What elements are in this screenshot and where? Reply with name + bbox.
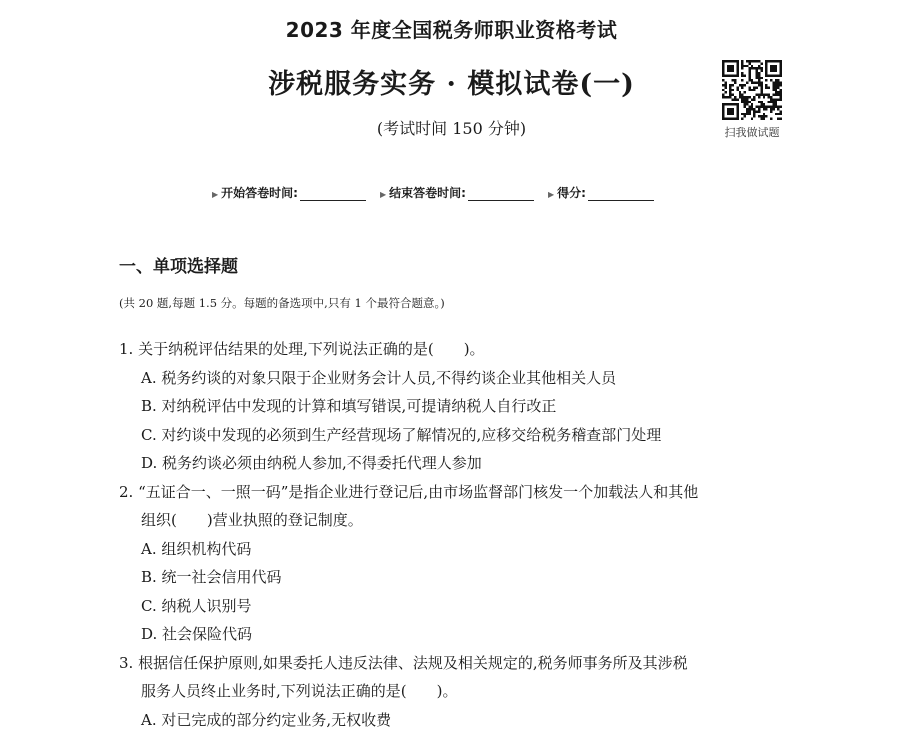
question-1	[119, 335, 799, 478]
qr-code-block[interactable]	[719, 60, 785, 140]
triangle-marker-icon: ▶	[379, 190, 387, 199]
triangle-marker-icon: ▶	[212, 190, 219, 199]
answer-option-b[interactable]: B. 对纳税评估中发现的计算和填写错误,可提请纳税人自行改正	[141, 397, 557, 415]
answer-option-a[interactable]: A. 税务约谈的对象只限于企业财务会计人员,不得约谈企业其他相关人员	[141, 368, 617, 387]
score-field[interactable]	[548, 184, 654, 201]
question-stem: 1. 关于纳税评估结果的处理,下列说法正确的是( )。	[119, 340, 485, 358]
exam-name-heading: 2023 年度全国税务师职业资格考试	[285, 18, 618, 42]
score-label: 得分:	[557, 186, 586, 200]
question-2	[119, 478, 799, 649]
question-stem-continued: 组织( )营业执照的登记制度。	[141, 511, 363, 529]
start-time-blank[interactable]	[300, 188, 366, 201]
answer-option-d[interactable]: D. 社会保险代码	[141, 625, 253, 643]
question-stem-continued: 服务人员终止业务时,下列说法正确的是( )。	[141, 682, 458, 700]
answer-option-d[interactable]: D. 税务约谈必须由纳税人参加,不得委托代理人参加	[141, 454, 482, 472]
section-title: 一、单项选择题	[119, 257, 238, 277]
question-stem: 3. 根据信任保护原则,如果委托人违反法律、法规及相关规定的,税务师事务所及其涉税	[119, 653, 688, 672]
question-3	[119, 649, 799, 735]
end-time-label: 结束答卷时间:	[389, 186, 466, 200]
answer-option-b[interactable]: B. 统一社会信用代码	[141, 568, 282, 586]
end-time-field[interactable]	[380, 184, 534, 201]
question-list	[119, 335, 799, 734]
triangle-marker-icon: ▶	[547, 190, 555, 199]
answer-option-a[interactable]: A. 对已完成的部分约定业务,无权收费	[141, 710, 392, 729]
end-time-blank[interactable]	[468, 188, 534, 201]
paper-title: 涉税服务实务 · 模拟试卷(一)	[268, 69, 635, 100]
answer-record-row	[212, 184, 668, 201]
qr-caption: 扫我做试题	[724, 126, 780, 139]
start-time-label: 开始答卷时间:	[221, 186, 298, 200]
section-instructions: (共 20 题,每题 1.5 分。每题的备选项中,只有 1 个最符合题意。)	[119, 296, 445, 310]
score-blank[interactable]	[588, 188, 654, 201]
exam-time-note: (考试时间 150 分钟)	[376, 119, 527, 138]
answer-option-a[interactable]: A. 组织机构代码	[141, 539, 252, 558]
answer-option-c[interactable]: C. 对约谈中发现的必须到生产经营现场了解情况的,应移交给税务稽查部门处理	[141, 425, 662, 444]
start-time-field[interactable]	[212, 184, 366, 201]
qr-code-icon[interactable]	[722, 60, 782, 120]
answer-option-c[interactable]: C. 纳税人识别号	[141, 596, 252, 615]
question-stem: 2. “五证合一、一照一码”是指企业进行登记后,由市场监督部门核发一个加载法人和其他	[119, 482, 699, 501]
